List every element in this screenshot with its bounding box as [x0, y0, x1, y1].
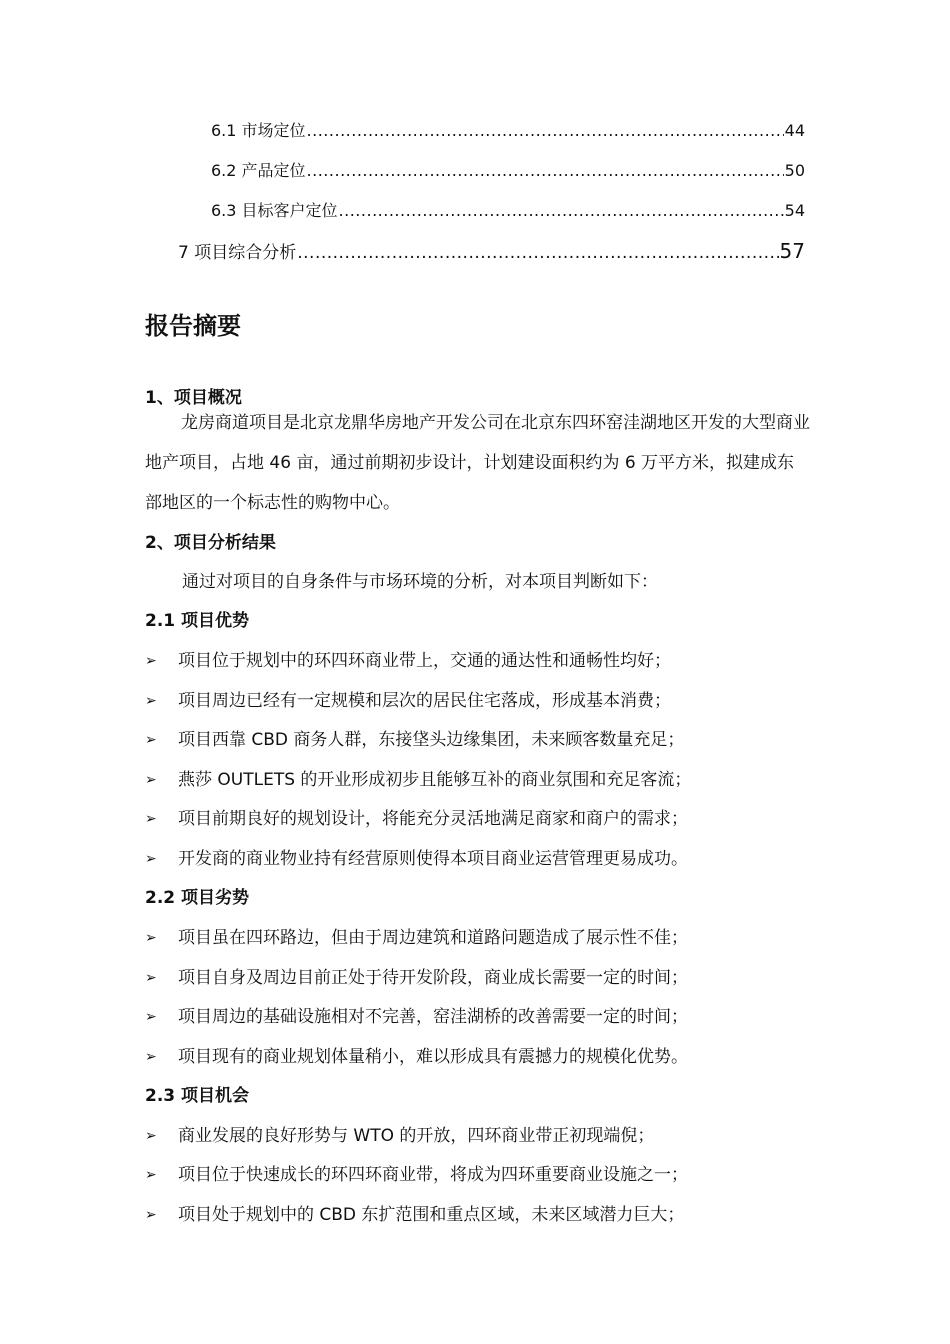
list-item: ➢ 项目周边已经有一定规模和层次的居民住宅落成，形成基本消费； [145, 691, 671, 711]
section-title-analysis: 2、项目分析结果 [145, 533, 276, 553]
toc-entry[interactable] [211, 158, 805, 180]
toc-title: 7 项目综合分析 [178, 243, 297, 263]
list-item: ➢ 商业发展的良好形势与 WTO 的开放，四环商业带正初现端倪； [145, 1126, 655, 1146]
toc-entry[interactable] [211, 198, 805, 220]
section-title-weaknesses: 2.2 项目劣势 [145, 888, 250, 908]
arrow-bullet-icon: ➢ [145, 970, 157, 986]
arrow-bullet-icon: ➢ [145, 1128, 157, 1144]
list-item: ➢ 开发商的商业物业持有经营原则使得本项目商业运营管理更易成功。 [145, 849, 688, 869]
overview-paragraph: 龙房商道项目是北京龙鼎华房地产开发公司在北京东四环窑洼湖地区开发的大型商业地产项目，占地 46 亩，通过前期初步设计，计划建设面积约为 6 万平方米，拟建成东部地区的一个标志性的购物中心。 [145, 413, 810, 513]
toc-page-number: 54 [784, 201, 805, 220]
list-item: ➢ 项目自身及周边目前正处于待开发阶段，商业成长需要一定的时间； [145, 968, 688, 988]
toc-leader [307, 161, 784, 180]
list-item: ➢ 燕莎 OUTLETS 的开业形成初步且能够互补的商业氛围和充足客流； [145, 770, 692, 790]
arrow-bullet-icon: ➢ [145, 732, 157, 748]
toc-entry[interactable] [178, 238, 805, 264]
arrow-bullet-icon: ➢ [145, 1207, 157, 1223]
toc-title: 6.1 市场定位 [211, 121, 306, 140]
arrow-bullet-icon: ➢ [145, 811, 157, 827]
analysis-intro: 通过对项目的自身条件与市场环境的分析，对本项目判断如下： [182, 572, 658, 592]
list-item: ➢ 项目处于规划中的 CBD 东扩范围和重点区域，未来区域潜力巨大； [145, 1205, 685, 1225]
list-item: ➢ 项目前期良好的规划设计，将能充分灵活地满足商家和商户的需求； [145, 809, 688, 829]
section-title-overview: 1、项目概况 [145, 388, 242, 408]
toc-leader [339, 201, 784, 220]
arrow-bullet-icon: ➢ [145, 1009, 157, 1025]
toc-page-number: 44 [784, 121, 805, 140]
toc-title: 6.2 产品定位 [211, 161, 306, 180]
toc-title: 6.3 目标客户定位 [211, 201, 338, 220]
list-item: ➢ 项目位于规划中的环四环商业带上，交通的通达性和通畅性均好； [145, 651, 671, 671]
toc-leader [297, 243, 778, 263]
section-title-strengths: 2.1 项目优势 [145, 611, 250, 631]
list-item: ➢ 项目西靠 CBD 商务人群，东接垡头边缘集团，未来顾客数量充足； [145, 730, 685, 750]
arrow-bullet-icon: ➢ [145, 851, 157, 867]
toc-leader [307, 121, 784, 140]
arrow-bullet-icon: ➢ [145, 772, 157, 788]
list-item: ➢ 项目周边的基础设施相对不完善，窑洼湖桥的改善需要一定的时间； [145, 1007, 688, 1027]
arrow-bullet-icon: ➢ [145, 930, 157, 946]
toc-page-number: 57 [779, 239, 805, 263]
list-item: ➢ 项目虽在四环路边，但由于周边建筑和道路问题造成了展示性不佳； [145, 928, 688, 948]
arrow-bullet-icon: ➢ [145, 693, 157, 709]
list-item: ➢ 项目位于快速成长的环四环商业带，将成为四环重要商业设施之一； [145, 1165, 688, 1185]
arrow-bullet-icon: ➢ [145, 1049, 157, 1065]
arrow-bullet-icon: ➢ [145, 1167, 157, 1183]
toc-page-number: 50 [784, 161, 805, 180]
arrow-bullet-icon: ➢ [145, 653, 157, 669]
toc-entry[interactable] [211, 118, 805, 140]
section-title-opportunities: 2.3 项目机会 [145, 1086, 250, 1106]
list-item: ➢ 项目现有的商业规划体量稍小，难以形成具有震撼力的规模化优势。 [145, 1047, 688, 1067]
summary-heading: 报告摘要 [145, 312, 241, 340]
